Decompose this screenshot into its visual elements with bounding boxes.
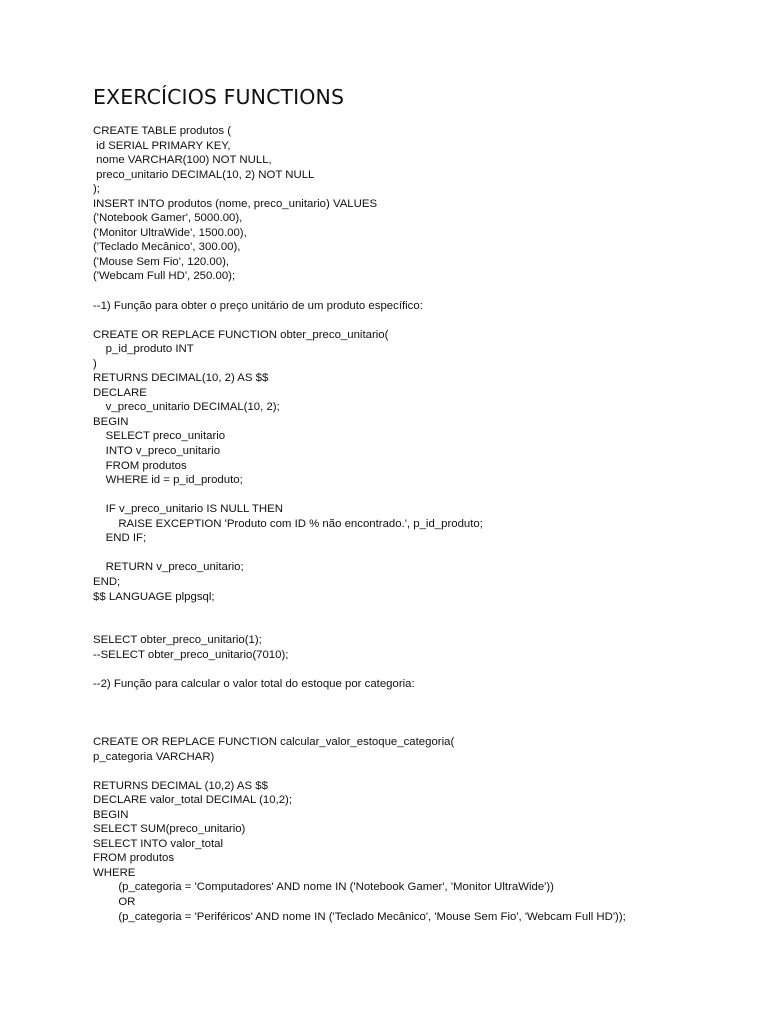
code-line: ('Notebook Gamer', 5000.00), (93, 212, 243, 225)
code-line: ) (93, 357, 97, 370)
code-line: CREATE OR REPLACE FUNCTION calcular_valor_estoque_categoria( (93, 735, 455, 748)
code-line (93, 720, 753, 735)
code-line: --SELECT obter_preco_unitario(7010); (93, 648, 289, 661)
code-line: ); (93, 183, 100, 196)
code-line: SELECT INTO valor_total (93, 837, 223, 850)
code-line: RETURNS DECIMAL (10,2) AS $$ (93, 779, 268, 792)
code-line: nome VARCHAR(100) NOT NULL, (93, 154, 272, 167)
code-line: BEGIN (93, 808, 129, 821)
code-line: BEGIN (93, 415, 129, 428)
document-page (93, 84, 753, 924)
code-line (93, 488, 753, 503)
code-line: DECLARE valor_total DECIMAL (10,2); (93, 794, 292, 807)
code-line: p_categoria VARCHAR) (93, 750, 215, 763)
code-line (93, 604, 753, 619)
code-line: CREATE OR REPLACE FUNCTION obter_preco_unitario( (93, 328, 389, 341)
code-line (93, 691, 753, 706)
code-line: (p_categoria = 'Periféricos' AND nome IN ('Teclado Mecânico', 'Mouse Sem Fio', 'Webcam Full HD')); (93, 910, 626, 923)
code-line: RETURNS DECIMAL(10, 2) AS $$ (93, 372, 269, 385)
code-line: RAISE EXCEPTION 'Produto com ID % não encontrado.', p_id_produto; (93, 517, 483, 530)
code-line: WHERE (93, 866, 136, 879)
code-line: v_preco_unitario DECIMAL(10, 2); (93, 401, 280, 414)
code-line: INSERT INTO produtos (nome, preco_unitario) VALUES (93, 197, 378, 210)
code-line: $$ LANGUAGE plpgsql; (93, 590, 215, 603)
code-line: FROM produtos (93, 852, 175, 865)
code-line: RETURN v_preco_unitario; (93, 561, 244, 574)
code-line: END IF; (93, 532, 147, 545)
document-title: EXERCÍCIOS FUNCTIONS (93, 85, 345, 109)
code-line: SELECT SUM(preco_unitario) (93, 823, 246, 836)
code-line: ('Monitor UltraWide', 1500.00), (93, 226, 247, 239)
code-line (93, 662, 753, 677)
code-line (93, 546, 753, 561)
code-line: ('Teclado Mecânico', 300.00), (93, 241, 241, 254)
code-line: IF v_preco_unitario IS NULL THEN (93, 503, 283, 516)
code-line: DECLARE (93, 386, 147, 399)
code-line: END; (93, 575, 121, 588)
code-line: SELECT preco_unitario (93, 430, 226, 443)
code-line: CREATE TABLE produtos ( (93, 125, 232, 137)
code-line: WHERE id = p_id_produto; (93, 474, 243, 487)
code-line: OR (93, 895, 136, 908)
code-line: ('Mouse Sem Fio', 120.00), (93, 255, 230, 268)
code-line (93, 706, 753, 721)
code-line (93, 284, 753, 299)
code-line: preco_unitario DECIMAL(10, 2) NOT NULL (93, 168, 315, 181)
code-line: SELECT obter_preco_unitario(1); (93, 634, 262, 647)
code-line: INTO v_preco_unitario (93, 445, 221, 458)
code-line: ('Webcam Full HD', 250.00); (93, 270, 236, 283)
code-line: id SERIAL PRIMARY KEY, (93, 139, 231, 152)
code-line: (p_categoria = 'Computadores' AND nome IN ('Notebook Gamer', 'Monitor UltraWide')) (93, 881, 554, 894)
code-line: --2) Função para calcular o valor total do estoque por categoria: (93, 677, 415, 690)
code-line (93, 764, 753, 779)
code-body (93, 124, 753, 924)
code-line: p_id_produto INT (93, 343, 194, 356)
code-line (93, 619, 753, 634)
code-line (93, 313, 753, 328)
code-line: --1) Função para obter o preço unitário de um produto específico: (93, 299, 423, 312)
code-line: FROM produtos (93, 459, 187, 472)
